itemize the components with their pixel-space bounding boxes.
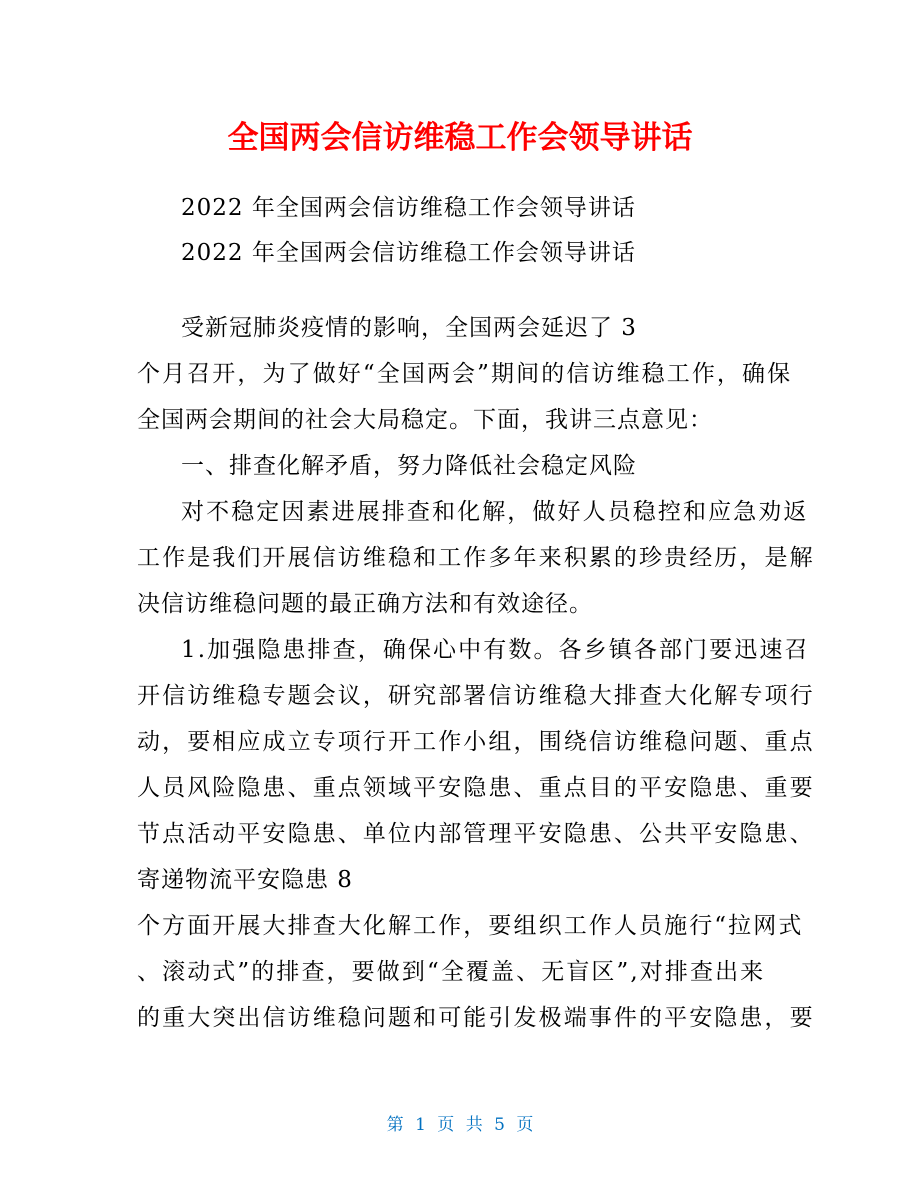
body-line: 对不稳定因素进展排查和化解，做好人员稳控和应急劝返 (181, 499, 809, 525)
body-line: 开信访维稳专题会议，研究部署信访维稳大排查大化解专项行 (137, 683, 815, 709)
body-line: 寄递物流平安隐患 8 (137, 867, 353, 893)
subtitle-line: 2022 年全国两会信访维稳工作会领导讲话 (181, 195, 636, 221)
body-line: 、滚动式”的排查，要做到“全覆盖、无盲区”,对排查出来 (137, 959, 766, 985)
document-title: 全国两会信访维稳工作会领导讲话 (227, 120, 693, 156)
section-heading: 一、排查化解矛盾，努力降低社会稳定风险 (181, 453, 637, 479)
subtitle-line: 2022 年全国两会信访维稳工作会领导讲话 (181, 240, 636, 266)
body-line: 个方面开展大排查大化解工作，要组织工作人员施行“拉网式 (137, 913, 804, 939)
body-line: 1.加强隐患排查，确保心中有数。各乡镇各部门要迅速召 (181, 637, 810, 663)
body-line: 节点活动平安隐患、单位内部管理平安隐患、公共平安隐患、 (137, 821, 815, 847)
body-line: 受新冠肺炎疫情的影响，全国两会延迟了 3 (181, 315, 637, 341)
page-indicator: 第 1 页 共 5 页 (386, 1115, 534, 1135)
body-line: 全国两会期间的社会大局稳定。下面，我讲三点意见： (137, 407, 713, 433)
body-line: 的重大突出信访维稳问题和可能引发极端事件的平安隐患，要 (137, 1005, 815, 1031)
body-line: 人员风险隐患、重点领域平安隐患、重点目的平安隐患、重要 (137, 775, 815, 801)
body-line: 动，要相应成立专项行开工作小组，围绕信访维稳问题、重点 (137, 729, 815, 755)
body-line: 个月召开，为了做好“全国两会”期间的信访维稳工作，确保 (137, 361, 793, 387)
body-line: 决信访维稳问题的最正确方法和有效途径。 (137, 591, 593, 617)
body-line: 工作是我们开展信访维稳和工作多年来积累的珍贵经历，是解 (137, 545, 815, 571)
